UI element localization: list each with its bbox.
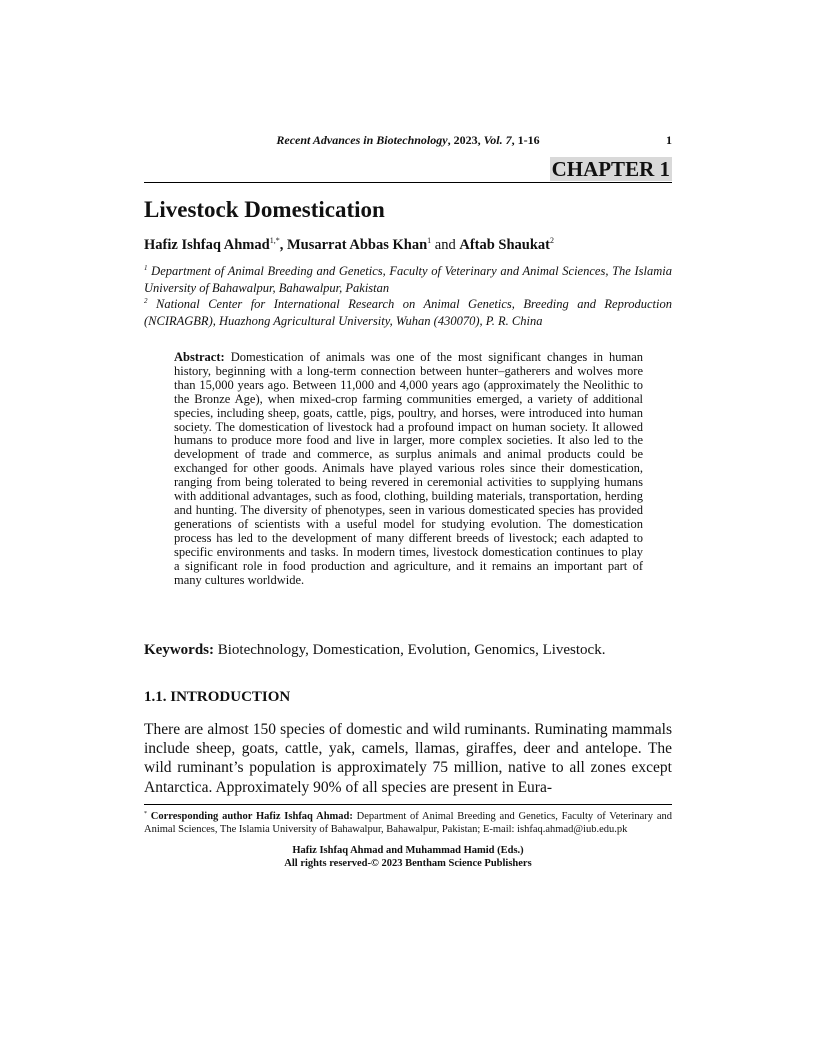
author-affil-mark: 2 [550,236,554,245]
keywords-text: Biotechnology, Domestication, Evolution, Genomics, Livestock. [217,642,606,658]
journal-name: Recent Advances in Biotechnology [276,133,448,147]
footnote-rule [144,804,672,805]
body-paragraph: There are almost 150 species of domestic and wild ruminants. Ruminating mammals include sheep, goats, cattle, yak, camels, llamas, giraffes, deer and antelope. The wild ruminant’s population is approximately 75 million, native to all zones except Antarctica. Approximately 90% of all species are present in Eura- [144,721,672,796]
abstract [174,351,643,587]
publisher-block [144,844,672,870]
footnote [144,808,672,836]
journal-volume: Vol. 7 [483,133,512,147]
affiliation-text: National Center for International Research on Animal Genetics, Breeding and Reproduction (NCIRAGBR), Huazhong Agricultural University, Wuhan (430070), P. R. China [144,297,672,328]
page-number: 1 [666,133,672,147]
journal-citation [144,133,672,148]
abstract-label: Abstract: [174,350,225,364]
keywords-label: Keywords: [144,642,214,658]
affiliation [144,260,672,296]
footnote-label: Corresponding author Hafiz Ishfaq Ahmad: [150,811,353,822]
keywords [144,642,605,659]
section-heading: 1.1. INTRODUCTION [144,689,291,705]
author-name: Aftab Shaukat [459,237,550,253]
page-title: Livestock Domestication [144,197,385,222]
journal-year: , 2023, [447,133,484,147]
journal-pages: , 1-16 [511,133,540,147]
editors-line: Hafiz Ishfaq Ahmad and Muhammad Hamid (Eds.) [292,845,524,856]
affiliation [144,293,672,329]
affiliation-text: Department of Animal Breeding and Genetics, Faculty of Veterinary and Animal Sciences, The Islamia University of Bahawalpur, Bahawalpur, Pakistan [144,264,673,295]
author-affil-mark: 1 [427,236,432,245]
affiliation-mark: 1 [144,264,148,272]
chapter-label: CHAPTER 1 [551,157,670,181]
footnote-mark: * [144,811,147,817]
author-name: Hafiz Ishfaq Ahmad [144,237,270,253]
author-separator: and [431,237,460,253]
rights-line: All rights reserved-© 2023 Bentham Science Publishers [284,858,532,869]
affiliation-mark: 2 [144,297,148,305]
author-name: Musarrat Abbas Khan [286,237,428,253]
abstract-text: Domestication of animals was one of the most significant changes in human history, beginning with a long-term connection between hunter–gatherers and wolves more than 15,000 years ago. Between 11,000 and 4,000 years ago (approximately the Neolithic to the Bronze Age), when mixed-crop farming communities emerged, a variety of additional species, including sheep, goats, cattle, pigs, poultry, and horses, were introduced into human society. The domestication of livestock had a profound impact on human society. It allowed humans to produce more food and live in larger, more complex societies. It also led to the development of trade and commerce, as surplus animals and animal products could be exchanged for other goods. Animals have played various roles since their domestication, ranging from being tolerated to being revered in ceremonial activities to supplying humans with additional advantages, such as food, clothing, building materials, transportation, herding and hunting. The diversity of phenotypes, seen in various domesticated species has provided generations of scientists with a useful model for studying evolution. The domestication process has led to the development of many different breeds of livestock; each adapted to specific environments and tasks. In modern times, livestock domestication continues to play a significant role in food production and agriculture, and it remains an important part of many cultures worldwide. [174,350,644,587]
chapter-rule [144,182,672,183]
author-affil-mark: 1,* [269,236,280,245]
author-separator: , [279,237,287,253]
footnote-text: Department of Animal Breeding and Genetics, Faculty of Veterinary and Animal Sciences, The Islamia University of Bahawalpur, Bahawalpur, Pakistan; E-mail: ishfaq.ahmad@iub.edu.pk [144,811,672,835]
author-list [144,236,554,254]
